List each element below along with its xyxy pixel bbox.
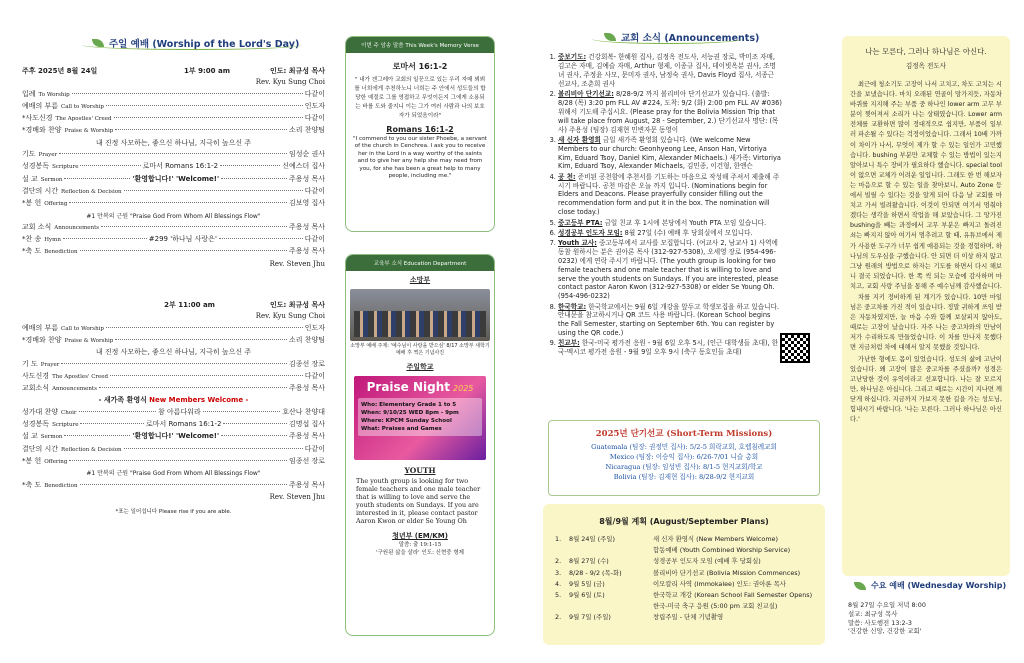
dots: [124, 190, 303, 191]
essay-paragraph: 차를 지키 정비하게 된 계기가 있습니다. 10만 마일 넘은 중고차를 가진 적이 있습니다. 정말 귀하게 쓰임 받은 자동차였지만, 늘 마음 수와 함께 보살피지 않아도, 때로는 고장이 났습니다. 자주 나는 중고차와의 만남이 저가 수리하도록 만들었습니다. 이 차를 만나지 못했다면 지금처럼 차에 대해서 알지 못했을 것입니다.: [850, 293, 1002, 352]
order-label: *사도신경 The Apostles' Creed: [22, 114, 112, 123]
plan-text: 한국-미국 축구 응원 (5:00 pm 교회 친교실): [653, 602, 778, 611]
order-label-en: Benediction: [44, 249, 78, 256]
order-detail: '환영합니다!' 'Welcome!': [132, 174, 220, 183]
order-person: 소리 찬양팀: [288, 126, 325, 135]
plans-list: [543, 534, 825, 624]
leader: 인도: 최규성 목사: [269, 301, 325, 310]
wednesday-details: [848, 601, 1008, 636]
order-person: 호산나 찬양대: [282, 407, 325, 416]
plan-text: 창립주일 - 단체 기념촬영: [653, 613, 724, 622]
order-person: 다같이: [304, 444, 325, 453]
announcement-item: [558, 53, 782, 89]
wednesday-worship: [848, 580, 1008, 636]
order-label: 결단의 시간 Reflection & Decision: [22, 186, 122, 195]
order-row: [22, 359, 325, 371]
plan-date: 8월 24일 (주일): [569, 535, 615, 543]
order-label: *봉 헌 Offering: [22, 456, 68, 465]
flyer-line: Who: Elementary Grade 1 to 5: [361, 402, 457, 408]
plan-text: 한국학교 개강 (Korean School Fall Semester Opens): [653, 591, 813, 600]
order-label: 기 도 Prayer: [22, 359, 60, 368]
order-label-en: Scripture: [52, 164, 79, 171]
order-label: *경배와 찬양 Praise & Worship: [22, 126, 114, 135]
plan-date: [569, 545, 653, 556]
order-person: 주용성 목사: [288, 432, 326, 441]
service-time: 2부 11:00 am: [164, 301, 215, 310]
order-person: 신예스더 집사: [282, 162, 325, 171]
order-label: 입례 To Worship: [22, 89, 70, 98]
verse-ref-en: Romans 16:1-2: [386, 125, 454, 134]
order-label-en: To Worship: [38, 91, 70, 98]
closer: Rev. Steven Jhu: [269, 492, 325, 501]
dots: [106, 327, 303, 328]
order-person: 다같이: [304, 371, 325, 380]
service-2: [22, 300, 325, 518]
plan-number: [555, 545, 569, 556]
plan-number: 1.: [555, 535, 562, 543]
plan-date: 8/28 - 9/2 (목-화): [569, 568, 622, 577]
photo-caption: 소망부 예배 주제: '예수님이 사랑을 받으심' 8/17 소망부 새학기 예배 후 찍은 기념사진: [350, 343, 490, 356]
order-label-en: Sermon: [40, 176, 63, 183]
dots: [220, 165, 280, 166]
plan-date: 9월 5일 (금): [569, 579, 605, 588]
dots: [115, 339, 287, 340]
dots: [80, 484, 287, 485]
dots: [106, 105, 303, 106]
mission-item: Bolivia (팀장: 김재현 집사): 8/28-9/2 현지교회: [613, 473, 755, 481]
order-row: [22, 89, 325, 101]
dots: [64, 435, 130, 436]
em-line: '구원된 삶을 살라' 인도: 신현중 형제: [375, 550, 464, 556]
education-header: 교육부 소식 Education Department: [346, 255, 494, 271]
dots: [64, 178, 130, 179]
mission-item: Mexico (팀장: 이승익 집사): 6/26-7/01 니슬 총회: [609, 453, 759, 461]
order-label: 성경봉독 Scripture: [22, 162, 79, 171]
closer: Rev. Steven Jhu: [269, 259, 325, 268]
essay-title: 나는 모른다, 그러나 하나님은 아신다.: [865, 47, 987, 56]
dots: [59, 153, 287, 154]
order-row: [22, 198, 325, 210]
announcement-body: 한국-미국 평가전 응원 - 9월 6일 오후 5시, (인근 대학생들 초대), 한국-멕시코 평가전 응원 - 9월 9일 오후 9시 (축구 동호인들 초대): [558, 339, 779, 357]
announcement-heading: 볼리비아 단기선교:: [558, 89, 614, 98]
order-row: [22, 407, 325, 419]
announcement-body: 금일 새가족 환영회 있습니다. (We welcome New Members to our church: Geonhyeong Lee, Anson Han, Virtoriya Kim, Eduard Tsoy, Daniel Kim, Alexander Michaels.) 새가족: Virtoriya Kim, Eduard Tsoy, Alexander Michaels, 김민종, 이건형, 한앤슨: [558, 135, 781, 171]
announcement-heading: Youth 교사:: [558, 238, 597, 247]
group-photo: [350, 289, 490, 341]
missions-title: 2025년 단기선교 (Short-Term Missions): [595, 429, 773, 439]
new-members-en: New Members Welcome -: [149, 396, 249, 405]
plan-number: 2.: [555, 613, 562, 622]
wednesday-line: 8월 27일 수요일 저녁 8:00: [848, 601, 926, 609]
dots: [219, 238, 303, 239]
order-row: [22, 161, 325, 173]
plans-box: [543, 504, 825, 645]
order-person: 김종선 장로: [288, 359, 325, 368]
verse-text-kr: " 내가 겐그레아 교회의 일꾼으로 있는 우리 자매 뵈뵈를 너희에게 추천하노니 너희는 주 안에서 성도들의 합당한 예절로 그를 영접하고 무엇이든지 그에게 소용되는 바를 도와 줄지니 이는 그가 여러 사람과 나의 보호자가 되었음이라": [354, 77, 486, 119]
order-person: 임성순 권사: [288, 150, 325, 159]
announcement-item: [558, 339, 782, 357]
order-label: 기도 Prayer: [22, 150, 58, 159]
order-label-en: Prayer: [40, 361, 60, 368]
order-person: 다같이: [304, 114, 325, 123]
order-label-en: Call to Worship: [61, 325, 104, 332]
missions-list: [549, 442, 819, 482]
leader-en: Rev. Kyu Sung Choi: [255, 78, 325, 87]
verse-ref-kr: 로마서 16:1-2: [392, 62, 448, 71]
flyer-details: [358, 398, 482, 436]
order-person: 인도자: [304, 101, 325, 110]
plans-title: 8월/9월 계획 (August/September Plans): [599, 517, 769, 526]
order-row: [22, 431, 325, 443]
youth-title: YOUTH: [404, 466, 436, 475]
announcement-list: [532, 53, 782, 357]
wednesday-title: 수요 예배 (Wednesday Worship): [871, 581, 1007, 590]
order-detail: '환영합니다!' 'Welcome!': [132, 432, 220, 441]
wednesday-line: 말씀: 사도행전 13:2-3: [848, 618, 912, 627]
header-underline: [592, 34, 742, 44]
dots: [115, 129, 287, 130]
order-label-en: Call to Worship: [61, 103, 104, 110]
dots: [221, 178, 287, 179]
order-row: [22, 383, 325, 395]
dots: [80, 165, 140, 166]
flyer-title: [358, 380, 482, 394]
order-row: [22, 323, 325, 335]
dots: [114, 117, 303, 118]
order-label-en: The Apostles' Creed: [52, 373, 109, 380]
announcement-heading: 공 천:: [558, 172, 576, 181]
plan-text: 합동예배 (Youth Combined Worship Service): [653, 546, 791, 555]
footnote: *표는 일어섭니다 Please rise if you are able.: [115, 509, 232, 516]
plan-number: 4.: [555, 579, 562, 588]
elementary-title: 주일학교: [406, 363, 434, 371]
mission-item: Nicaragua (팀장: 임성빈 집사): 8/1-5 현지교회/학교: [605, 463, 763, 471]
announcement-body: 금일 친교 후 1시에 본당에서 Youth PTA 모임 있습니다.: [602, 218, 767, 227]
praise-night-year: 2025: [453, 384, 474, 393]
plan-row: [555, 568, 825, 579]
missions-box: [548, 420, 820, 496]
order-person: 주용성 목사: [288, 247, 325, 256]
plan-date: 9월 7일 (주일): [569, 613, 611, 622]
order-label-en: Reflection & Decision: [61, 446, 122, 453]
dots: [72, 93, 303, 94]
order-label-en: Prayer: [38, 152, 58, 159]
education-box: [345, 254, 495, 636]
order-detail: 로마서 Romans 16:1-2: [142, 162, 219, 171]
announcement-item: [558, 136, 782, 172]
order-person: 김명섭 집사: [288, 420, 326, 429]
em-title: 청년부 (EM/KM): [392, 532, 448, 540]
memory-verse-box: [345, 36, 495, 232]
service-1: [22, 66, 325, 270]
praise-songs: 내 진정 사모하는, 좋으신 하나님, 지극히 높으신 주: [95, 348, 252, 357]
order-label-en: Scripture: [52, 422, 79, 429]
dots: [69, 202, 287, 203]
plan-number: [555, 601, 569, 612]
order-label-en: Announcements: [54, 224, 100, 231]
order-label: *축 도 Benediction: [22, 480, 78, 489]
header-underline: [82, 40, 302, 50]
essay-paragraph: 최근에 청소기도 고장이 나서 고치고, 차도 고치는 시간을 보냈습니다. 마치 오래된 연골이 망가지듯, 자동차 바퀴를 지지해 주는 부품 중 하나인 lower arm 고무 부분이 찢어져서 소리가 나는 상태였습니다. Lower arm 전체를 교환하면 많이 정대적으로 쉽지만, 부품이 일부러 파손될 수 있다는 걱정이었습니다. 그래서 10배 가까이 차이가 나서, 무엇이 제가 할 수 있는 일인가 고민했습니다. bushing 부분만 교체할 수 있는 방법이 있는지 알아보니 특수 장비가 필요하다 했습니다. special tool이 없으면 교체가 어려운 일입니다. 그래도 한 번 해보자는 마음으로 할 수 있는 일을 찾아보니, Auto Zone 등에서 빌릴 수 있다는 것을 알게 되어 다음 날 교회를 마치고 가서 빌려왔습니다. 이것이 안되면 여기서 멈춰야겠다는 생각을 하면서 작업을 해 보았습니다. 그 망가진 bushing을 빼는 과정에서 고무 부분은 빠지고 돌려진 쇠는 빠지지 않아 여기서 멈추려고 할 때, 유튜브에서 제가 사용한 도구가 너무 쉽게 애용되는 것을 경험하며, 하나님의 도우심을 구했습니다. 안 되면 더 이상 하지 않고 그냥 원래의 방법으로 하자는 기도를 하면서 다시 해보니 결국 되었습니다. 한 쪽 씩 되는 모습에 감사하며 마치고, 교회 사랑 주님을 통해 주 예수님께 감사했습니다.: [850, 81, 1002, 290]
flyer-line: What: Praises and Games: [361, 426, 442, 432]
youth-section-title: 소망부: [409, 276, 431, 284]
announcement-heading: 친교부:: [558, 339, 580, 348]
order-label-en: Announcements: [52, 386, 97, 393]
praise-night-title: Praise Night: [366, 380, 451, 394]
dots: [80, 423, 144, 424]
plan-row: [555, 612, 825, 623]
order-label-en: Praise & Worship: [64, 337, 114, 344]
wednesday-line: '건강한 신앙, 건강한 교회': [848, 627, 922, 636]
order-label-en: Benediction: [44, 482, 78, 489]
order-label-en: The Apostles' Creed: [55, 116, 112, 123]
order-person: 다같이: [304, 186, 325, 195]
announcement-heading: 중보기도:: [558, 53, 587, 61]
order-label: 교회소식 Announcements: [22, 384, 97, 393]
order-label-en: Offering: [44, 201, 68, 208]
verse-text-en: "I commend to you our sister Phoebe, a servant of the church in Cenchrea. I ask you to receive her in the Lord in a way worthy of the saints and to give her any help she may need from you, for she has been a great help to many people, including me.": [353, 136, 487, 180]
plan-row: [555, 556, 825, 567]
order-label-en: Choir: [61, 409, 77, 416]
order-label: 예배의 부름 Call to Worship: [22, 101, 104, 110]
dots: [61, 363, 287, 364]
order-row: [22, 186, 325, 198]
praise-songs: 내 진정 사모하는, 좋으신 하나님, 지극히 높으신 주: [95, 138, 252, 147]
plan-number: 2.: [555, 557, 562, 566]
announcement-item: [558, 90, 782, 135]
dots: [63, 238, 147, 239]
dots: [101, 226, 287, 227]
order-row: [22, 456, 325, 468]
order-row: [22, 101, 325, 113]
leader: 인도: 최규성 목사: [269, 67, 325, 75]
service-time: 1부 9:00 am: [184, 67, 230, 75]
order-label-en: Praise & Worship: [64, 128, 114, 135]
doxology: #1 만복의 근원 "Praise God From Whom All Blessings Flow": [86, 470, 261, 478]
order-person: 주용성 목사: [288, 480, 325, 489]
order-label-en: Reflection & Decision: [61, 188, 122, 195]
order-person: 인도자: [304, 323, 325, 332]
order-row: [22, 174, 325, 186]
order-row: [22, 419, 325, 431]
order-label-en: Hymn: [44, 237, 61, 244]
dots: [99, 387, 287, 388]
announcement-body: 한국학교에서는 9월 6일 개강을 앞두고 학생모집을 하고 있습니다. 안내문을 참고하시거나 QR 코드 사용 바랍니다. (Korean School begins the Fall Semester, starting on September 6th. You can register by using the QR code.): [558, 302, 779, 338]
wednesday-line: 설교: 최규성 목사: [848, 609, 898, 618]
announcement-item: [558, 239, 782, 301]
order-label: 설 교 Sermon: [22, 174, 63, 183]
essay-box: [842, 36, 1010, 576]
leaf-icon: [854, 582, 866, 590]
announcement-item: [558, 229, 782, 238]
order-label: *봉 헌 Offering: [22, 199, 68, 208]
dots: [110, 375, 303, 376]
order-row: [22, 149, 325, 161]
announcement-body: 8월 27일 (수) 예배 후 당회실에서 모입니다.: [622, 228, 753, 237]
plan-text: 성경공부 인도자 모임 (예배 후 당회실): [653, 557, 761, 566]
announcements-column: [532, 0, 782, 359]
announcement-body: 준비된 공천함에 추천서를 기도하는 마음으로 작성해 주셔서 제출해 주시기 바랍니다. 공천 마감은 오늘 까지 입니다. (Nominations begin for Elders and Deacons. Please prayerfully consider filling out the recommendation form and put it in the box. The nomination will close today.): [558, 172, 780, 217]
plan-text: 볼리비아 단기선교 (Bolivia Mission Commences): [653, 568, 801, 577]
wednesday-header: [854, 580, 1008, 591]
order-label: 성가대 찬양 Choir: [22, 407, 77, 416]
announcement-heading: 새 신자 환영회: [558, 135, 601, 144]
order-label: 예배의 부름 Call to Worship: [22, 323, 104, 332]
announcement-item: [558, 219, 782, 228]
announcement-item: [558, 173, 782, 218]
plan-text: 새 신자 환영식 (New Members Welcome): [653, 535, 778, 543]
plan-date: [569, 601, 653, 612]
plan-number: 5.: [555, 591, 562, 600]
dots: [124, 448, 303, 449]
worship-column: [22, 0, 325, 518]
order-person: 소리 찬양팀: [288, 335, 325, 344]
order-row: [22, 113, 325, 125]
order-row: [22, 371, 325, 383]
order-label-en: Sermon: [40, 434, 63, 441]
new-members-kr: - 새가족 환영식: [98, 396, 147, 405]
mission-item: Guatemala (팀장: 권정민 집사): 5/2-5 희락교회, 호렙침례교회: [591, 443, 777, 451]
announcement-body: 8/28-9/2 까지 볼리비아 단기선교가 있습니다. (출발: 8/28 (목) 3:20 pm FLL AV #224, 도착: 9/2 (화) 2:00 pm FLL AV #036) 위해서 기도해 주십시요. (Please pray for the Bolivia Mission Trip that will take place from August, 28 - September, 2.) 단기선교사 명단: (목사) 주용성 (팀장) 김재현 민변자문 동영이: [558, 89, 782, 134]
plan-row: [555, 590, 825, 601]
announcement-heading: 중고등부 PTA:: [558, 218, 603, 227]
order-row: [22, 222, 325, 234]
order-detail: 로마서 Romans 16:1-2: [145, 420, 222, 429]
order-detail: 참 아름다워라: [157, 407, 201, 416]
order-label: 성경봉독 Scripture: [22, 420, 79, 429]
plan-row: [555, 601, 825, 612]
plan-row: [555, 545, 825, 556]
plan-row: [555, 534, 825, 545]
plan-number: 3.: [555, 568, 562, 577]
order-row: [22, 246, 325, 258]
plan-date: 9월 6일 (토): [569, 591, 605, 600]
plan-row: [555, 579, 825, 590]
flyer-line: When: 9/10/25 WED 8pm - 9pm: [361, 410, 459, 416]
announcement-body: 중고등부에서 교사를 모집합니다. (여교사 2, 남교사 1) 사역에 동참 원하시는 분은 권아론 목사 (312-927-5308), 오세영 장로 (954-496-0232) 에게 연락 주시기 바랍니다. (The youth group is looking for two female teachers and one male teacher that is willing to love and serve the youth students on Sundays. If you are interested, please contact pastor Aaron Kwon (312-927-5308) or elder Se Young Oh. (954-496-0232): [558, 238, 779, 301]
order-row: [22, 125, 325, 137]
announcement-body: 건강회복- 한혜원 집사, 김정옥 전도사, 서능권 장로, 박미조 자매, 김고은 자매, 김예슬 자매, Arthur 형제, 이종규 집사, 데이빗옥분 권사, 조명녀 권사, 주정윤 사모, 문미자 권사, 남정숙 권사, Davis Floyd 집사, 서종근 선교사, 조춘희 권사: [558, 53, 776, 88]
order-person: 주용성 목사: [288, 222, 325, 231]
essay-author: 김정옥 전도사: [905, 62, 947, 70]
order-person: 다같이: [304, 89, 325, 98]
dots: [80, 250, 287, 251]
order-row: [22, 444, 325, 456]
dots: [203, 411, 280, 412]
order-row: [22, 335, 325, 347]
order-label: 사도신경 The Apostles' Creed: [22, 371, 109, 380]
order-detail: #299 '하나님 사랑은': [148, 235, 217, 244]
announcements-title: 교회 소식 (Announcements): [621, 33, 760, 44]
new-members-line: [22, 395, 325, 406]
em-line: 말씀: 출 19:1-15: [398, 542, 442, 548]
order-label: 결단의 시간 Reflection & Decision: [22, 444, 122, 453]
em-details: [346, 541, 494, 557]
announcement-heading: 한국학교:: [558, 302, 587, 311]
order-label: 교회 소식 Announcements: [22, 222, 100, 231]
order-label: *경배와 찬양 Praise & Worship: [22, 335, 114, 344]
dots: [223, 423, 287, 424]
worship-title: 주일 예배 (Worship of the Lord's Day): [109, 39, 300, 50]
order-person: 주용성 목사: [288, 174, 326, 183]
qr-code[interactable]: [780, 333, 810, 363]
memory-verse-header: 이번 주 암송 말씀 This Week's Memory Verse: [346, 37, 494, 53]
order-row: [22, 234, 325, 246]
order-person: 임종선 장로: [288, 456, 325, 465]
order-label-en: Offering: [44, 458, 68, 465]
essay-paragraph: 가난한 형에도 몸이 있었습니다. 성도의 삶에 고난이 있습니다. 왜 고장이 많은 중고차를 주셨을까? 성경은 고난당한 것이 유익이라고 선포합니다. 나는 잘 모르지만, 하나님은 아십니다. 그리고 때로는 시간이 지나면 깨닫게 하십니다. 지금까지 가보지 못한 길을 가는 성도님, 힘내시기 바랍니다. '나는 모른다. 그러나 하나님은 아신다.': [850, 355, 1002, 424]
order-label: 설 교 Sermon: [22, 432, 63, 441]
dots: [79, 411, 156, 412]
announcement-heading: 성경공부 인도자 모임:: [558, 228, 623, 237]
praise-night-flyer: [354, 376, 486, 460]
order-row: [22, 480, 325, 492]
order-label: *찬 송 Hymn: [22, 235, 61, 244]
order-label: *축 도 Benediction: [22, 247, 78, 256]
order-person: 김보영 집사: [288, 199, 325, 208]
order-person: 주용성 목사: [288, 384, 325, 393]
order-person: 다같이: [304, 235, 326, 244]
plan-text: 이모칼리 사역 (Immokalee) 인도: 권아론 목사: [653, 579, 786, 588]
doxology: #1 만복의 근원 "Praise God From Whom All Blessings Flow": [86, 212, 261, 220]
dots: [221, 435, 287, 436]
plan-date: 8월 27일 (수): [569, 557, 609, 566]
service-date: 주후 2025년 8월 24일: [22, 67, 98, 75]
flyer-line: Where: KPCM Sunday School: [361, 418, 452, 424]
leader-en: Rev. Kyu Sung Choi: [255, 312, 325, 321]
announcement-item: [558, 303, 782, 339]
youth-text: The youth group is looking for two female teachers and one male teacher that is willing to love and serve the youth students on Sundays. If you are interested in it, please contact pastor Aaron Kwon or elder Se Young Oh: [356, 477, 481, 525]
dots: [69, 460, 287, 461]
